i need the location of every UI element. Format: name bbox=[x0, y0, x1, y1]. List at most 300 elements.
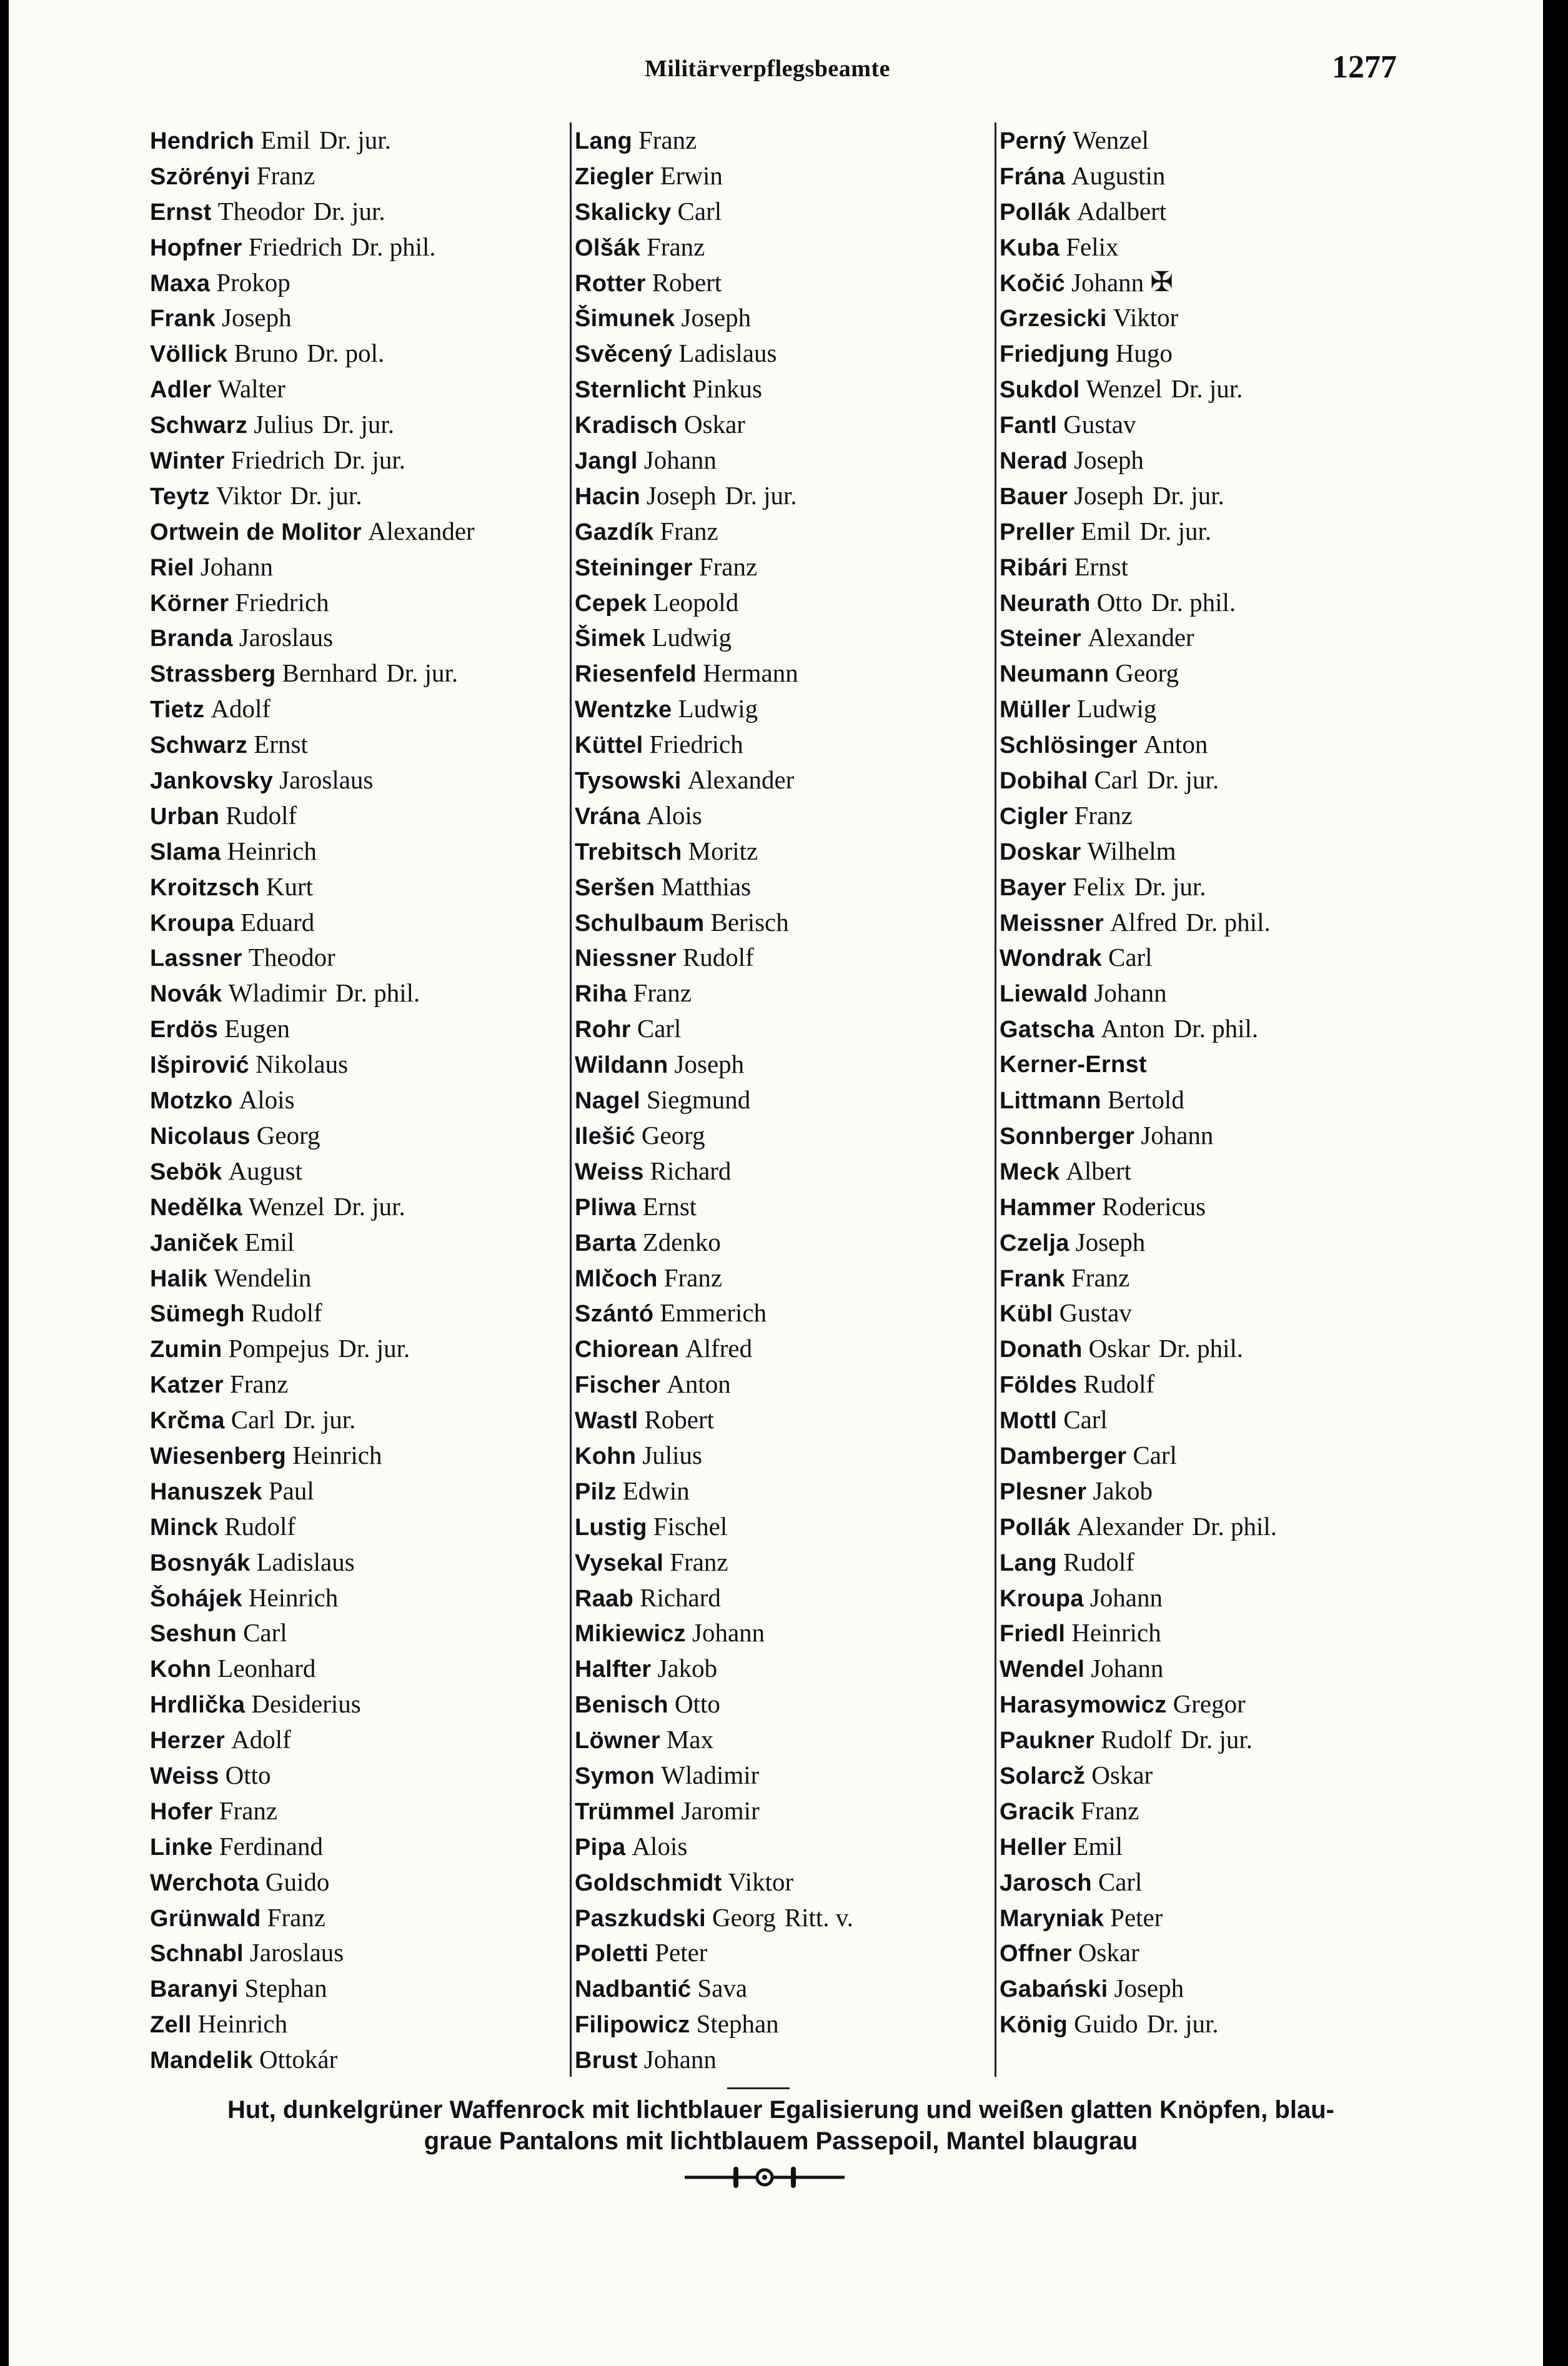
entry-surname: Kroupa bbox=[1000, 1585, 1084, 1612]
entry-surname: Czelja bbox=[1000, 1230, 1069, 1256]
name-entry bbox=[1000, 407, 1399, 442]
name-entry bbox=[575, 975, 975, 1011]
entry-given-name: Berisch bbox=[710, 907, 789, 937]
name-entry bbox=[575, 194, 975, 229]
name-entry bbox=[1000, 1295, 1399, 1331]
entry-given-name: Emmerich bbox=[660, 1298, 767, 1328]
entry-surname: Gazdík bbox=[575, 519, 654, 545]
entry-surname: Pilz bbox=[575, 1478, 617, 1505]
entry-surname: Šohájek bbox=[150, 1585, 242, 1612]
name-entry bbox=[1000, 833, 1399, 869]
entry-surname: Friedl bbox=[1000, 1621, 1066, 1648]
entry-surname: Küttel bbox=[575, 732, 643, 759]
entry-surname: Frána bbox=[1000, 163, 1065, 190]
entry-surname: Mandelik bbox=[150, 2047, 253, 2074]
name-entry bbox=[575, 1935, 975, 1971]
entry-given-name: Stephan bbox=[244, 1974, 327, 2003]
entry-surname: Seshun bbox=[150, 1621, 237, 1648]
entry-surname: Ziegler bbox=[575, 163, 654, 190]
entry-given-name: Paul bbox=[268, 1476, 314, 1505]
name-column-3 bbox=[1000, 122, 1399, 2042]
entry-surname: Wondrak bbox=[1000, 945, 1102, 972]
page-header-title: Militärverpflegsbeamte bbox=[645, 56, 890, 82]
entry-surname: Seršen bbox=[575, 874, 655, 901]
entry-surname: Sümegh bbox=[150, 1301, 245, 1328]
entry-surname: Tietz bbox=[150, 697, 205, 723]
name-entry bbox=[575, 691, 975, 727]
name-entry bbox=[575, 762, 975, 798]
name-entry bbox=[575, 1046, 975, 1082]
name-entry bbox=[575, 514, 975, 549]
name-entry bbox=[575, 905, 975, 940]
name-entry bbox=[150, 122, 550, 158]
column-divider-2 bbox=[995, 122, 996, 2077]
name-entry bbox=[150, 158, 550, 194]
entry-given-name: Matthias bbox=[661, 872, 752, 901]
name-entry bbox=[575, 1544, 975, 1580]
entry-surname: Zell bbox=[150, 2012, 192, 2039]
entry-given-name: Jaroslaus bbox=[239, 623, 334, 652]
entry-given-name: Felix bbox=[1066, 232, 1119, 261]
entry-given-name: Carl bbox=[1108, 943, 1153, 972]
name-entry bbox=[1000, 975, 1399, 1011]
entry-given-name: Jaromir bbox=[681, 1796, 760, 1825]
name-entry bbox=[575, 798, 975, 833]
entry-surname: Gabański bbox=[1000, 1976, 1108, 2003]
entry-surname: Trümmel bbox=[575, 1798, 675, 1825]
entry-title-suffix: Dr. jur. bbox=[333, 445, 406, 475]
entry-surname: Fantl bbox=[1000, 412, 1058, 439]
name-entry bbox=[575, 727, 975, 762]
name-entry bbox=[575, 1331, 975, 1366]
entry-given-name: Max bbox=[666, 1725, 714, 1754]
column-divider-1 bbox=[570, 122, 572, 2077]
name-entry bbox=[1000, 158, 1399, 194]
entry-title-suffix: Dr. jur. bbox=[1134, 872, 1206, 901]
entry-surname: Damberger bbox=[1000, 1443, 1127, 1469]
entry-surname: Kroupa bbox=[150, 910, 234, 937]
entry-surname: Sukdol bbox=[1000, 377, 1080, 404]
entry-given-name: Oskar bbox=[1091, 1760, 1153, 1789]
entry-given-name: Franz bbox=[647, 232, 705, 261]
entry-surname: Schwarz bbox=[150, 412, 248, 439]
entry-surname: Mikiewicz bbox=[575, 1621, 686, 1648]
name-entry bbox=[150, 905, 550, 940]
entry-surname: Löwner bbox=[575, 1727, 660, 1754]
name-entry bbox=[150, 336, 550, 371]
entry-surname: Steininger bbox=[575, 554, 693, 581]
entry-surname: Motzko bbox=[150, 1088, 233, 1115]
name-entry bbox=[575, 620, 975, 655]
entry-surname: Kuba bbox=[1000, 234, 1060, 261]
entry-surname: Mottl bbox=[1000, 1408, 1058, 1434]
entry-surname: Gracik bbox=[1000, 1798, 1075, 1825]
entry-given-name: Julius bbox=[254, 410, 314, 439]
entry-given-name: Rudolf bbox=[1083, 1369, 1155, 1399]
name-entry bbox=[150, 1189, 550, 1225]
name-entry bbox=[150, 1473, 550, 1509]
entry-title-suffix: Dr. jur. bbox=[1146, 2009, 1219, 2039]
entry-surname: Pliwa bbox=[575, 1194, 637, 1221]
name-entry bbox=[150, 478, 550, 514]
name-entry bbox=[150, 1971, 550, 2006]
deceased-cross-icon: ✠ bbox=[1150, 266, 1174, 297]
entry-surname: Ernst bbox=[150, 199, 212, 226]
entry-surname: Wastl bbox=[575, 1408, 638, 1434]
entry-given-name: Moritz bbox=[688, 836, 758, 865]
name-entry bbox=[575, 1793, 975, 1829]
name-entry bbox=[1000, 2006, 1399, 2042]
entry-surname: Baranyi bbox=[150, 1976, 239, 2003]
name-entry bbox=[575, 478, 975, 514]
name-entry bbox=[150, 620, 550, 655]
entry-surname: Nadbantić bbox=[575, 1976, 692, 2003]
entry-given-name: Heinrich bbox=[197, 2009, 288, 2039]
name-entry bbox=[150, 691, 550, 727]
name-entry bbox=[150, 1651, 550, 1686]
name-entry bbox=[1000, 1686, 1399, 1722]
name-entry bbox=[150, 1686, 550, 1722]
entry-surname: Nedělka bbox=[150, 1194, 242, 1221]
entry-surname: Urban bbox=[150, 803, 220, 830]
entry-given-name: Wenzel bbox=[1073, 126, 1149, 154]
name-entry bbox=[150, 1935, 550, 1971]
name-entry bbox=[575, 1900, 975, 1936]
entry-surname: Wendel bbox=[1000, 1656, 1085, 1683]
entry-given-name: Heinrich bbox=[292, 1440, 382, 1469]
entry-given-name: Adolf bbox=[211, 694, 271, 723]
name-entry bbox=[150, 300, 550, 336]
entry-title-suffix: Dr. jur. bbox=[313, 196, 385, 226]
entry-given-name: Friedrich bbox=[649, 730, 743, 759]
entry-title-suffix: Dr. phil. bbox=[1158, 1334, 1244, 1363]
entry-given-name: Viktor bbox=[216, 480, 282, 510]
entry-given-name: Rodericus bbox=[1101, 1191, 1206, 1221]
entry-given-name: Leopold bbox=[653, 587, 739, 617]
name-entry bbox=[150, 1082, 550, 1118]
entry-surname: Šimek bbox=[575, 625, 646, 652]
entry-surname: Bayer bbox=[1000, 874, 1067, 901]
entry-surname: Nicolaus bbox=[150, 1123, 251, 1150]
entry-title-suffix: Dr. jur. bbox=[1139, 516, 1212, 545]
entry-given-name: Richard bbox=[650, 1156, 732, 1185]
name-entry bbox=[575, 1829, 975, 1864]
entry-given-name: Walter bbox=[217, 374, 285, 404]
name-entry bbox=[150, 1153, 550, 1189]
entry-surname: Benisch bbox=[575, 1692, 668, 1719]
entry-surname: Liewald bbox=[1000, 981, 1088, 1008]
entry-surname: Minck bbox=[150, 1514, 219, 1541]
entry-surname: Weiss bbox=[575, 1158, 644, 1185]
entry-given-name: Otto bbox=[1096, 587, 1143, 617]
name-entry bbox=[575, 1189, 975, 1225]
name-entry bbox=[575, 371, 975, 407]
entry-title-suffix: Dr. jur. bbox=[1180, 1725, 1253, 1754]
entry-given-name: Johann bbox=[1089, 1583, 1163, 1612]
name-entry bbox=[1000, 1971, 1399, 2006]
entry-surname: Halik bbox=[150, 1265, 208, 1292]
name-entry bbox=[1000, 300, 1399, 336]
entry-given-name: Heinrich bbox=[248, 1583, 339, 1612]
entry-given-name: Anton bbox=[1101, 1014, 1165, 1043]
entry-surname: Bosnyák bbox=[150, 1549, 251, 1576]
name-entry bbox=[575, 1118, 975, 1153]
entry-title-suffix: Dr. phil. bbox=[1151, 587, 1236, 617]
name-entry bbox=[150, 1331, 550, 1366]
name-entry bbox=[150, 1225, 550, 1260]
document-page bbox=[9, 0, 1543, 2366]
entry-surname: Slama bbox=[150, 838, 221, 865]
entry-surname: Wiesenberg bbox=[150, 1443, 287, 1469]
entry-surname: Symon bbox=[575, 1762, 655, 1789]
name-entry bbox=[1000, 1046, 1399, 1082]
entry-surname: Cepek bbox=[575, 590, 647, 617]
name-entry bbox=[1000, 691, 1399, 727]
entry-given-name: Ernst bbox=[642, 1191, 697, 1221]
entry-surname: Friedjung bbox=[1000, 341, 1109, 368]
entry-given-name: Franz bbox=[698, 552, 758, 581]
entry-given-name: Carl bbox=[637, 1014, 682, 1043]
entry-surname: Mlčoch bbox=[575, 1265, 658, 1292]
name-entry bbox=[575, 229, 975, 265]
entry-title-suffix: Dr. jur. bbox=[322, 410, 395, 439]
entry-given-name: Carl bbox=[1133, 1440, 1177, 1469]
name-entry bbox=[575, 1295, 975, 1331]
entry-surname: Kohn bbox=[575, 1443, 637, 1469]
name-entry bbox=[575, 1864, 975, 1900]
entry-given-name: Nikolaus bbox=[256, 1050, 349, 1079]
name-entry bbox=[150, 1544, 550, 1580]
entry-given-name: Jaroslaus bbox=[249, 1938, 344, 1967]
name-entry bbox=[575, 1366, 975, 1402]
entry-given-name: Carl bbox=[243, 1618, 287, 1648]
entry-surname: Steiner bbox=[1000, 625, 1081, 652]
entry-surname: Tysowski bbox=[575, 768, 682, 795]
name-entry bbox=[575, 585, 975, 620]
entry-surname: Ilešić bbox=[575, 1123, 635, 1150]
name-entry bbox=[575, 1722, 975, 1757]
name-entry bbox=[1000, 1757, 1399, 1793]
entry-surname: Perný bbox=[1000, 128, 1067, 154]
entry-given-name: Wendelin bbox=[214, 1263, 312, 1292]
entry-given-name: Desiderius bbox=[251, 1689, 361, 1719]
entry-surname: Kerner-Ernst bbox=[1000, 1051, 1147, 1078]
entry-surname: Raab bbox=[575, 1585, 634, 1612]
entry-surname: Jarosch bbox=[1000, 1869, 1092, 1896]
entry-given-name: Alfred bbox=[1110, 907, 1178, 937]
entry-surname: Riel bbox=[150, 554, 194, 581]
name-entry bbox=[1000, 371, 1399, 407]
name-entry bbox=[575, 2006, 975, 2042]
entry-given-name: Eduard bbox=[240, 907, 315, 937]
entry-title-suffix: Dr. jur. bbox=[1171, 374, 1243, 404]
entry-surname: Svěcený bbox=[575, 341, 673, 368]
entry-surname: Rotter bbox=[575, 270, 646, 297]
name-entry bbox=[150, 1366, 550, 1402]
name-entry bbox=[575, 1686, 975, 1722]
name-entry bbox=[575, 1971, 975, 2006]
entry-given-name: Emil bbox=[261, 126, 310, 154]
entry-surname: Pollák bbox=[1000, 199, 1071, 226]
entry-given-name: Siegmund bbox=[646, 1085, 751, 1115]
entry-surname: Hofer bbox=[150, 1798, 213, 1825]
entry-surname: Neurath bbox=[1000, 590, 1091, 617]
entry-given-name: Franz bbox=[256, 161, 315, 190]
entry-given-name: Rudolf bbox=[226, 800, 297, 830]
name-entry bbox=[150, 1580, 550, 1616]
name-entry bbox=[150, 2006, 550, 2042]
uniform-description-line-1: Hut, dunkelgrüner Waffenrock mit lichtblauer Egalisierung und weißen glatten Knöpfen, blau- bbox=[227, 2096, 1334, 2124]
entry-surname: Janiček bbox=[150, 1230, 239, 1256]
entry-given-name: Eugen bbox=[224, 1014, 290, 1043]
entry-given-name: Otto bbox=[674, 1689, 720, 1719]
entry-surname: Szántó bbox=[575, 1301, 654, 1328]
entry-given-name: Emil bbox=[1081, 516, 1131, 545]
entry-given-name: Franz bbox=[1081, 1796, 1139, 1825]
name-entry bbox=[575, 265, 975, 301]
entry-title-suffix: Dr. phil. bbox=[335, 978, 420, 1008]
entry-given-name: Rudolf bbox=[251, 1298, 322, 1328]
name-entry bbox=[1000, 336, 1399, 371]
name-entry bbox=[150, 1829, 550, 1864]
entry-given-name: Zdenko bbox=[642, 1227, 721, 1256]
entry-given-name: Carl bbox=[1098, 1867, 1143, 1896]
entry-given-name: Richard bbox=[640, 1583, 721, 1612]
entry-given-name: Georg bbox=[1115, 659, 1179, 688]
entry-given-name: Viktor bbox=[728, 1867, 794, 1896]
entry-given-name: Robert bbox=[652, 267, 722, 297]
uniform-description bbox=[150, 2094, 1412, 2157]
name-entry bbox=[150, 1011, 550, 1046]
name-entry bbox=[575, 336, 975, 371]
entry-surname: Cigler bbox=[1000, 803, 1068, 830]
entry-surname: Weiss bbox=[150, 1762, 219, 1789]
entry-given-name: Kurt bbox=[265, 872, 313, 901]
entry-given-name: Rudolf bbox=[682, 943, 754, 972]
entry-given-name: Hugo bbox=[1115, 339, 1173, 368]
entry-surname: Strassberg bbox=[150, 661, 276, 688]
entry-given-name: Joseph bbox=[221, 303, 292, 332]
name-entry bbox=[575, 1011, 975, 1046]
entry-given-name: Joseph bbox=[1074, 480, 1144, 510]
entry-surname: Sonnberger bbox=[1000, 1123, 1135, 1150]
entry-given-name: Joseph bbox=[674, 1050, 745, 1079]
entry-surname: Ribári bbox=[1000, 554, 1068, 581]
entry-surname: Riesenfeld bbox=[575, 661, 697, 688]
name-entry bbox=[150, 833, 550, 869]
name-entry bbox=[575, 1153, 975, 1189]
entry-surname: Doskar bbox=[1000, 838, 1081, 865]
entry-given-name: Johann bbox=[1094, 978, 1167, 1008]
name-entry bbox=[1000, 940, 1399, 975]
entry-given-name: Jaroslaus bbox=[279, 765, 374, 795]
entry-surname: Lassner bbox=[150, 945, 242, 972]
name-entry bbox=[575, 869, 975, 905]
name-entry bbox=[1000, 1082, 1399, 1118]
entry-given-name: Heinrich bbox=[227, 836, 317, 865]
entry-surname: Wentzke bbox=[575, 697, 672, 723]
entry-surname: Werchota bbox=[150, 1869, 259, 1896]
name-entry bbox=[150, 514, 550, 549]
entry-surname: Hrdlička bbox=[150, 1692, 246, 1719]
name-entry bbox=[150, 2042, 550, 2077]
entry-surname: Paszkudski bbox=[575, 1905, 706, 1932]
entry-given-name: Julius bbox=[642, 1440, 702, 1469]
name-entry bbox=[575, 1402, 975, 1438]
entry-given-name: Alexander bbox=[1076, 1511, 1184, 1541]
entry-given-name: Heinrich bbox=[1071, 1618, 1161, 1648]
name-entry bbox=[1000, 1544, 1399, 1580]
entry-surname: Linke bbox=[150, 1834, 213, 1861]
entry-surname: Schwarz bbox=[150, 732, 248, 759]
entry-surname: Hendrich bbox=[150, 128, 255, 154]
entry-surname: Müller bbox=[1000, 697, 1071, 723]
name-column-2 bbox=[575, 122, 975, 2077]
name-entry bbox=[575, 1260, 975, 1296]
entry-given-name: Otto bbox=[225, 1760, 271, 1789]
entry-surname: Frank bbox=[150, 306, 216, 332]
entry-surname: Meissner bbox=[1000, 910, 1104, 937]
entry-surname: Kradisch bbox=[575, 412, 678, 439]
entry-surname: Hanuszek bbox=[150, 1478, 262, 1505]
entry-surname: Grzesicki bbox=[1000, 306, 1107, 332]
entry-surname: Kroitzsch bbox=[150, 874, 260, 901]
entry-given-name: Franz bbox=[670, 1547, 728, 1576]
entry-given-name: Ladislaus bbox=[678, 339, 777, 368]
entry-surname: Skalicky bbox=[575, 199, 672, 226]
name-entry bbox=[1000, 1651, 1399, 1686]
entry-given-name: Sava bbox=[697, 1974, 748, 2003]
name-entry bbox=[150, 798, 550, 833]
entry-surname: Lang bbox=[575, 128, 632, 154]
entry-given-name: Georg bbox=[712, 1902, 776, 1932]
entry-surname: Jangl bbox=[575, 448, 638, 475]
name-entry bbox=[575, 442, 975, 478]
name-entry bbox=[575, 407, 975, 442]
name-entry bbox=[1000, 1900, 1399, 1936]
entry-given-name: Pinkus bbox=[692, 374, 762, 404]
entry-given-name: Emil bbox=[1073, 1831, 1123, 1861]
entry-title-suffix: Dr. phil. bbox=[1186, 907, 1271, 937]
entry-given-name: Augustin bbox=[1071, 161, 1166, 190]
entry-title-suffix: Dr. jur. bbox=[386, 659, 459, 688]
entry-given-name: Felix bbox=[1073, 872, 1126, 901]
entry-surname: Ortwein de Molitor bbox=[150, 519, 362, 545]
name-entry bbox=[575, 1438, 975, 1473]
entry-surname: Hopfner bbox=[150, 234, 242, 261]
entry-surname: Schulbaum bbox=[575, 910, 705, 937]
entry-surname: Maryniak bbox=[1000, 1905, 1104, 1932]
entry-given-name: Edwin bbox=[622, 1476, 690, 1505]
name-entry bbox=[575, 655, 975, 691]
entry-given-name: Viktor bbox=[1113, 303, 1179, 332]
name-entry bbox=[1000, 265, 1399, 301]
entry-given-name: Erwin bbox=[660, 161, 723, 190]
name-entry bbox=[150, 1402, 550, 1438]
entry-surname: Neumann bbox=[1000, 661, 1109, 688]
name-entry bbox=[1000, 1829, 1399, 1864]
name-column-1 bbox=[150, 122, 550, 2077]
entry-title-suffix: Dr. jur. bbox=[725, 480, 797, 510]
entry-surname: Kübl bbox=[1000, 1301, 1053, 1328]
entry-given-name: Jakob bbox=[657, 1654, 718, 1683]
entry-given-name: Ludwig bbox=[1076, 694, 1157, 723]
entry-surname: Wildann bbox=[575, 1052, 668, 1079]
entry-given-name: Carl bbox=[677, 196, 722, 226]
entry-given-name: Rudolf bbox=[1063, 1547, 1134, 1576]
entry-given-name: Oskar bbox=[684, 410, 745, 439]
entry-surname: Meck bbox=[1000, 1158, 1060, 1185]
